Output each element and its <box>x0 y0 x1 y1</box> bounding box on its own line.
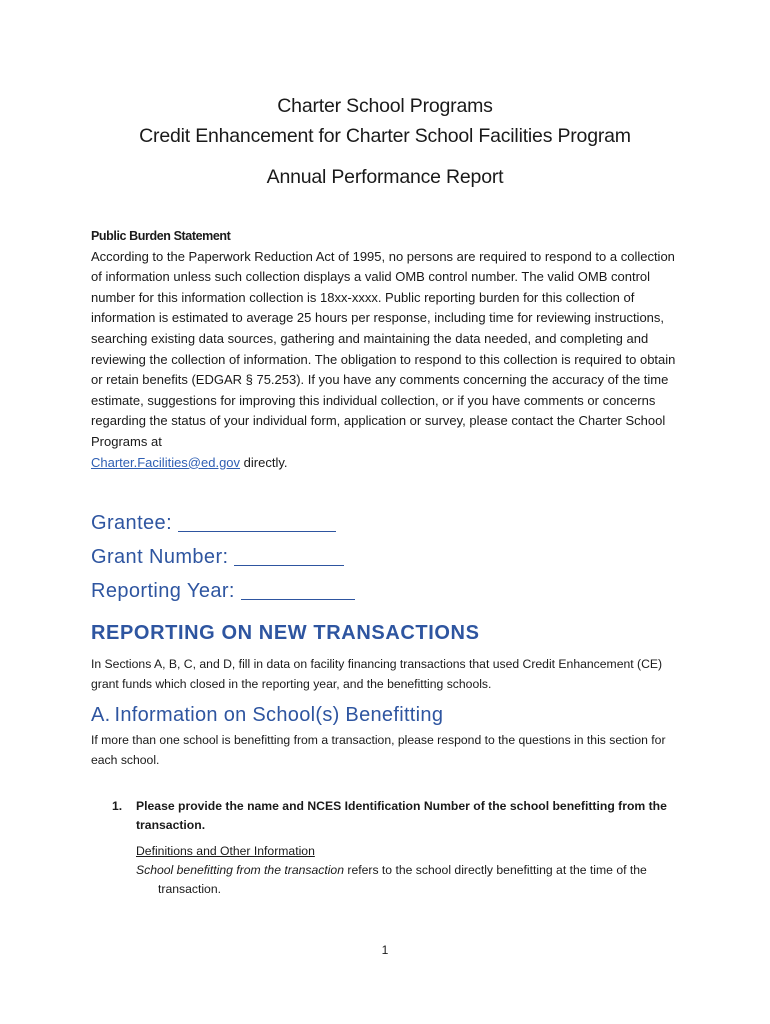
report-title: Annual Performance Report <box>266 166 504 188</box>
grant-number-blank[interactable] <box>234 543 344 566</box>
burden-tail: directly. <box>240 454 288 470</box>
page-number: 1 <box>381 943 389 957</box>
burden-heading: Public Burden Statement <box>91 229 231 243</box>
definitions-heading: Definitions and Other Information <box>136 844 315 858</box>
burden-text: According to the Paperwork Reduction Act of 1995, no persons are required to respond to a collection of information unless such collection displays a valid OMB control number. The valid OMB control number for this information collection is 18xx-xxxx. Public reporting burden for this collection of information is estimated to average 25 hours per response, including time for reviewing instructions, searching existing data sources, gathering and maintaining the data needed, and completing and reviewing the collection of information. The obligation to respond to this collection is required to obtain or retain benefits (EDGAR § 75.253). If you have any comments concerning the accuracy of the time estimate, suggestions for improving this individual collection, or if you have comments or concerns regarding the status of your individual form, application or survey, please contact the Charter School Programs at <box>91 248 676 449</box>
question-1-number: 1. <box>112 799 123 813</box>
section-a-text: If more than one school is benefitting from a transaction, please respond to the questions in this section for each school. <box>91 733 666 767</box>
reporting-year-blank[interactable] <box>241 577 355 600</box>
grantee-row <box>91 506 355 540</box>
grantee-blank[interactable] <box>178 509 336 532</box>
reporting-heading: REPORTING ON NEW TRANSACTIONS <box>91 622 480 644</box>
section-a-number: A. <box>91 704 111 726</box>
grant-number-row <box>91 540 355 574</box>
grant-number-label: Grant Number: <box>91 546 229 568</box>
public-burden-statement <box>91 226 681 473</box>
grantee-label: Grantee: <box>91 512 173 534</box>
reporting-year-label: Reporting Year: <box>91 580 235 602</box>
question-1 <box>112 797 672 835</box>
definition-text: refers to the school directly benefitting at the time of the <box>344 863 647 877</box>
definition-line <box>136 861 686 880</box>
reporting-year-row <box>91 574 355 608</box>
section-a-heading <box>91 704 443 727</box>
program-title: Charter School Programs <box>277 95 493 117</box>
burden-text-block <box>91 247 681 474</box>
grantee-fields <box>91 506 355 608</box>
definition-term: School benefitting from the transaction <box>136 863 344 877</box>
section-a-title: Information on School(s) Benefitting <box>114 704 444 726</box>
definitions-block <box>136 842 686 899</box>
definition-continuation: transaction. <box>158 882 222 896</box>
question-1-text: Please provide the name and NCES Identification Number of the school benefitting from the transaction. <box>136 799 667 832</box>
reporting-text: In Sections A, B, C, and D, fill in data on facility financing transactions that used Credit Enhancement (CE) grant funds which closed in the reporting year, and the benefitting schools. <box>91 657 663 691</box>
program-subtitle: Credit Enhancement for Charter School Facilities Program <box>139 125 631 147</box>
contact-email-link[interactable]: Charter.Facilities@ed.gov <box>91 454 241 470</box>
